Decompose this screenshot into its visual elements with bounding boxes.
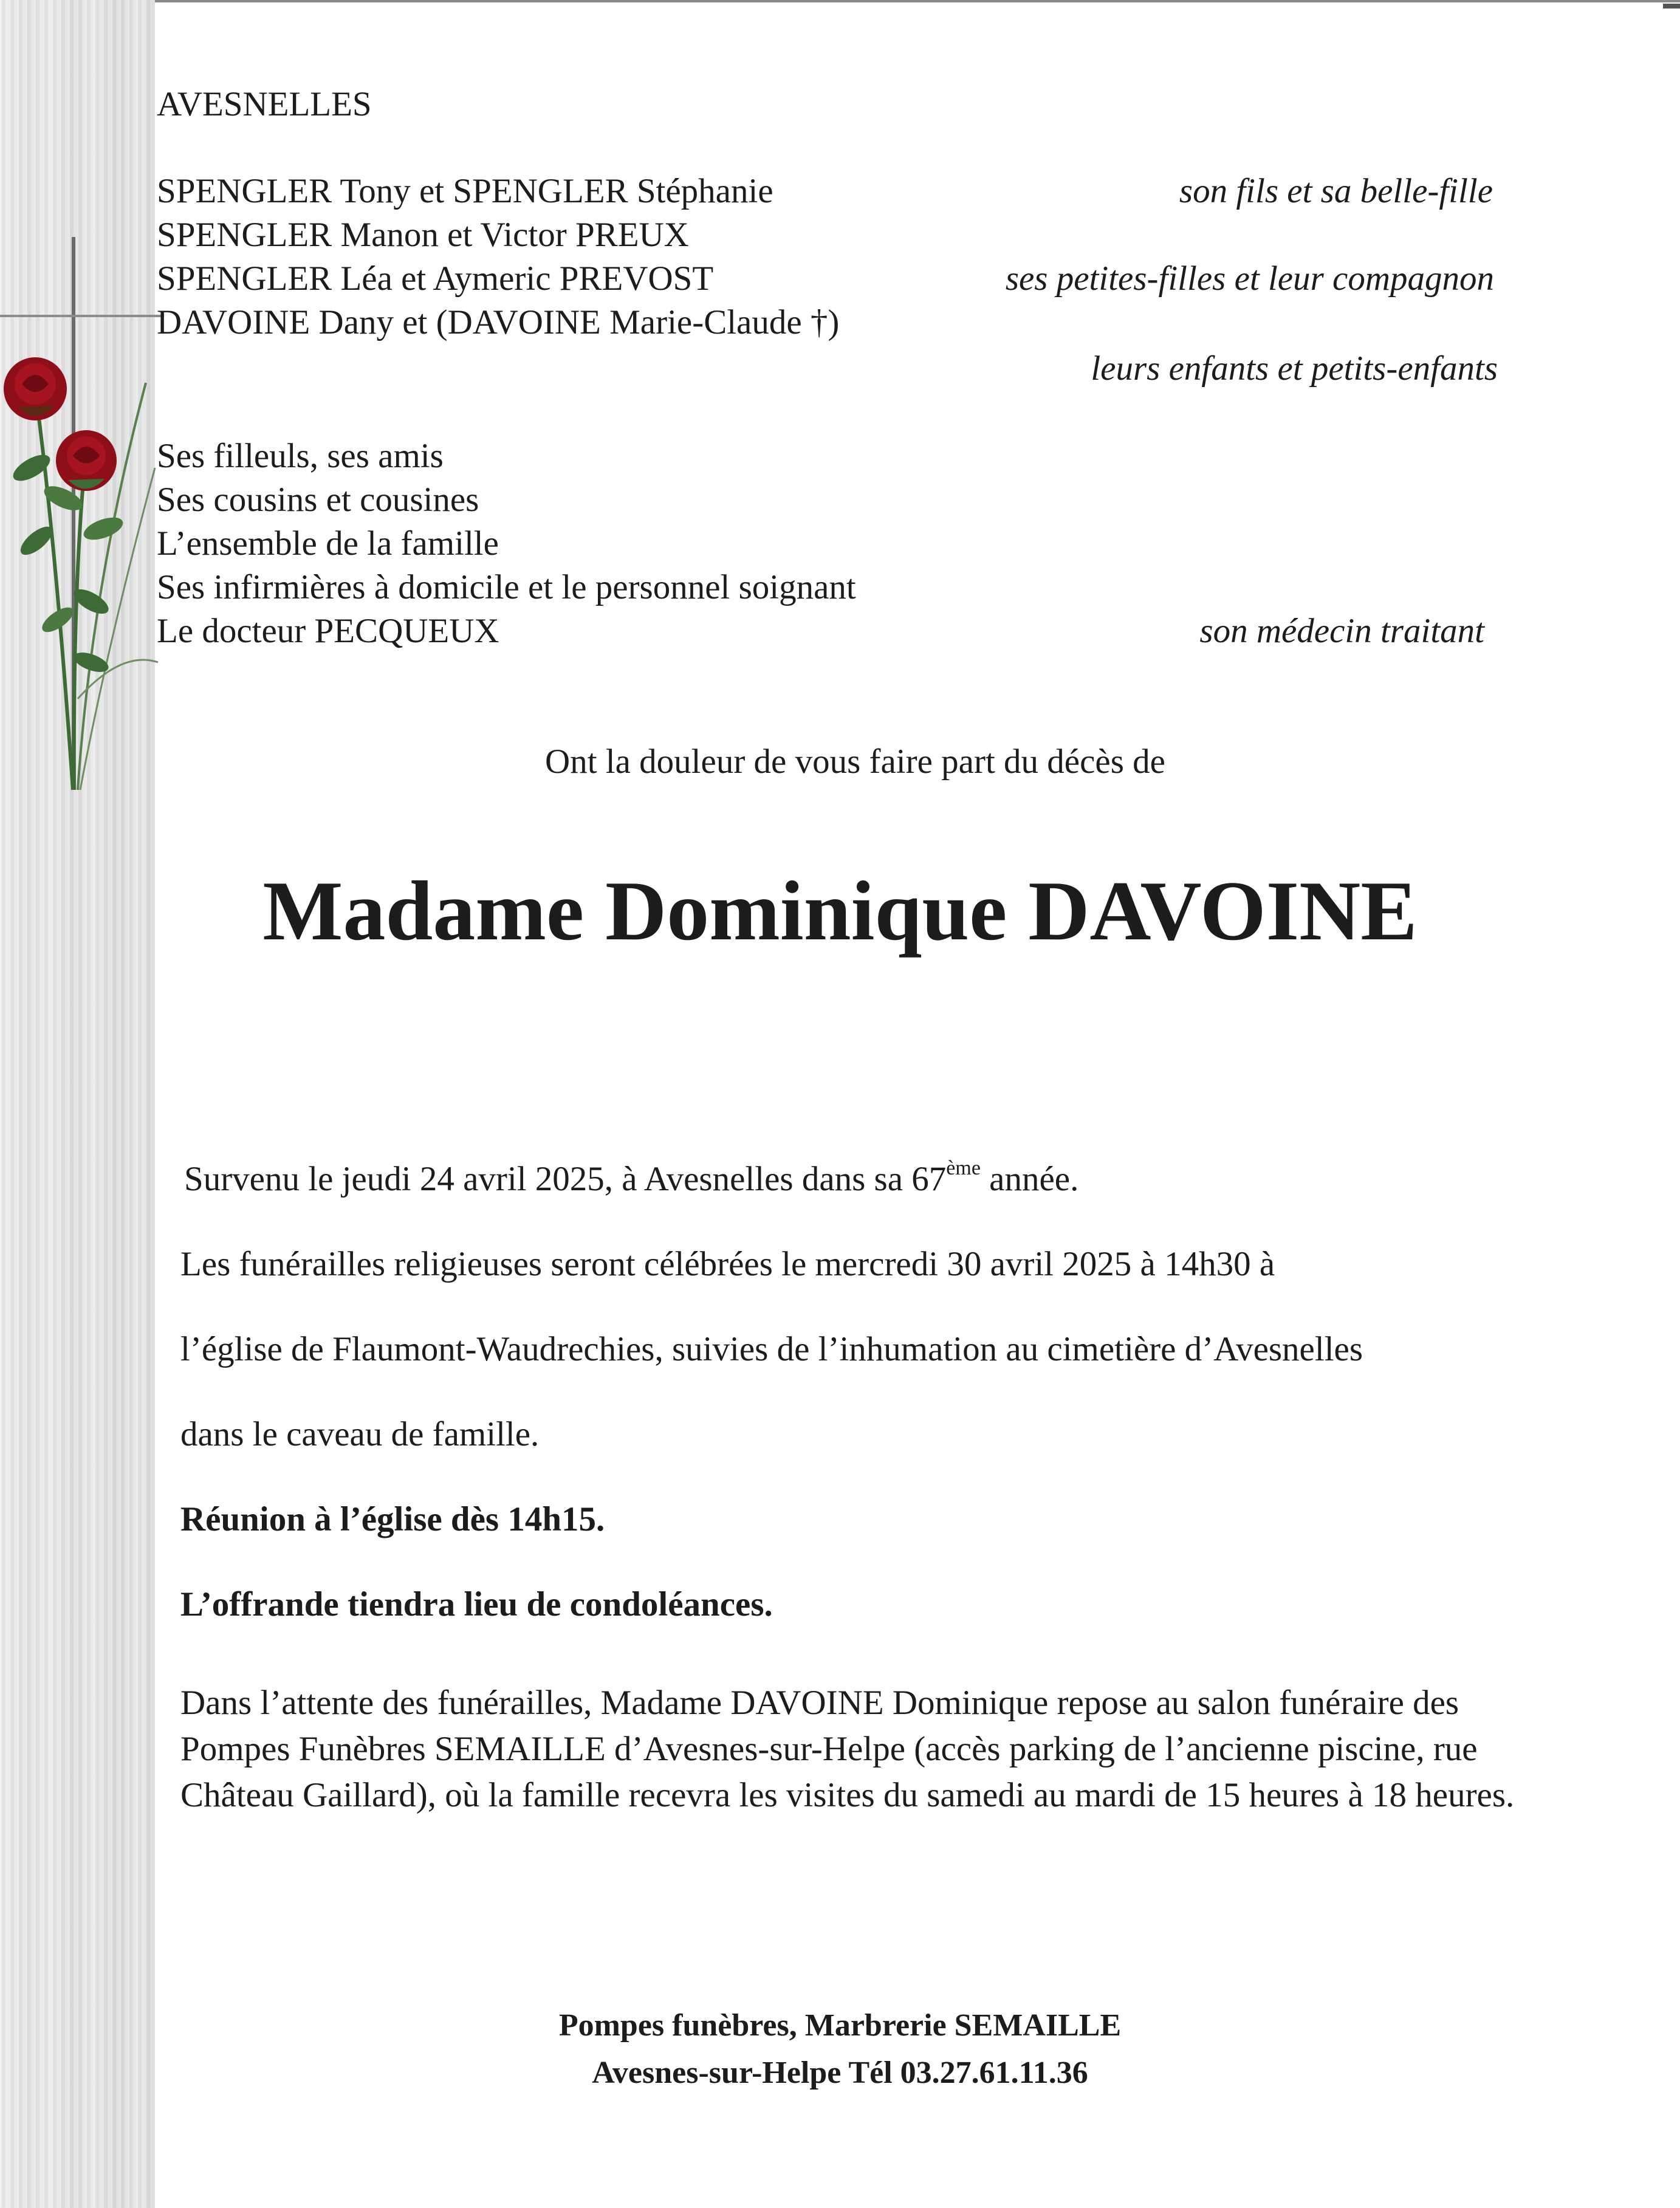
announcement-text: Ont la douleur de vous faire part du décès de [545, 742, 1165, 781]
offering-notice: L’offrande tiendra lieu de condoléances. [180, 1585, 773, 1623]
death-notice: Survenu le jeudi 24 avril 2025, à Avesnelles dans sa 67ème année. [184, 1157, 1079, 1198]
top-border-mark [1663, 4, 1680, 9]
deceased-name: Madame Dominique DAVOINE [262, 864, 1418, 958]
family-name-1: SPENGLER Tony et SPENGLER Stéphanie [157, 172, 773, 210]
others-line-1: Ses filleuls, ses amis [157, 437, 444, 475]
funeral-line-2: l’église de Flaumont-Waudrechies, suivies de l’inhumation au cimetière d’Avesnelles [180, 1330, 1363, 1368]
family-name-4: DAVOINE Dany et (DAVOINE Marie-Claude †) [157, 303, 840, 341]
cross-and-roses-illustration [0, 225, 170, 796]
others-line-2: Ses cousins et cousines [157, 481, 479, 519]
others-line-5: Le docteur PECQUEUX [157, 612, 499, 650]
town-heading: AVESNELLES [157, 85, 372, 123]
top-border [0, 0, 1680, 2]
footer-company: Pompes funèbres, Marbrerie SEMAILLE [558, 2008, 1122, 2043]
rose-upper [4, 357, 67, 420]
family-name-2: SPENGLER Manon et Victor PREUX [157, 216, 689, 254]
others-line-4: Ses infirmières à domicile et le personnel soignant [157, 568, 856, 606]
others-relation-5: son médecin traitant [1199, 612, 1484, 650]
family-relation-5: leurs enfants et petits-enfants [1091, 349, 1498, 388]
family-name-3: SPENGLER Léa et Aymeric PREVOST [157, 259, 714, 298]
family-relation-1: son fils et sa belle-fille [1179, 172, 1493, 210]
meeting-notice: Réunion à l’église dès 14h15. [180, 1500, 605, 1538]
footer-contact: Avesnes-sur-Helpe Tél 03.27.61.11.36 [592, 2055, 1088, 2090]
family-relation-3: ses petites-filles et leur compagnon [1005, 259, 1494, 298]
rose-lower [56, 430, 117, 491]
funeral-line-3: dans le caveau de famille. [180, 1415, 540, 1453]
others-line-3: L’ensemble de la famille [157, 524, 499, 563]
viewing-paragraph: Dans l’attente des funérailles, Madame DAVOINE Dominique repose au salon funéraire des Pompes Funèbres SEMAILLE d’Avesnes-sur-Helpe (accès parking de l’ancienne piscine, rue Château Gaillard), où la famille recevra les visites du samedi au mardi de 15 heures à 18 heures. [180, 1684, 1515, 1814]
funeral-line-1: Les funérailles religieuses seront célébrées le mercredi 30 avril 2025 à 14h30 à [180, 1245, 1275, 1283]
